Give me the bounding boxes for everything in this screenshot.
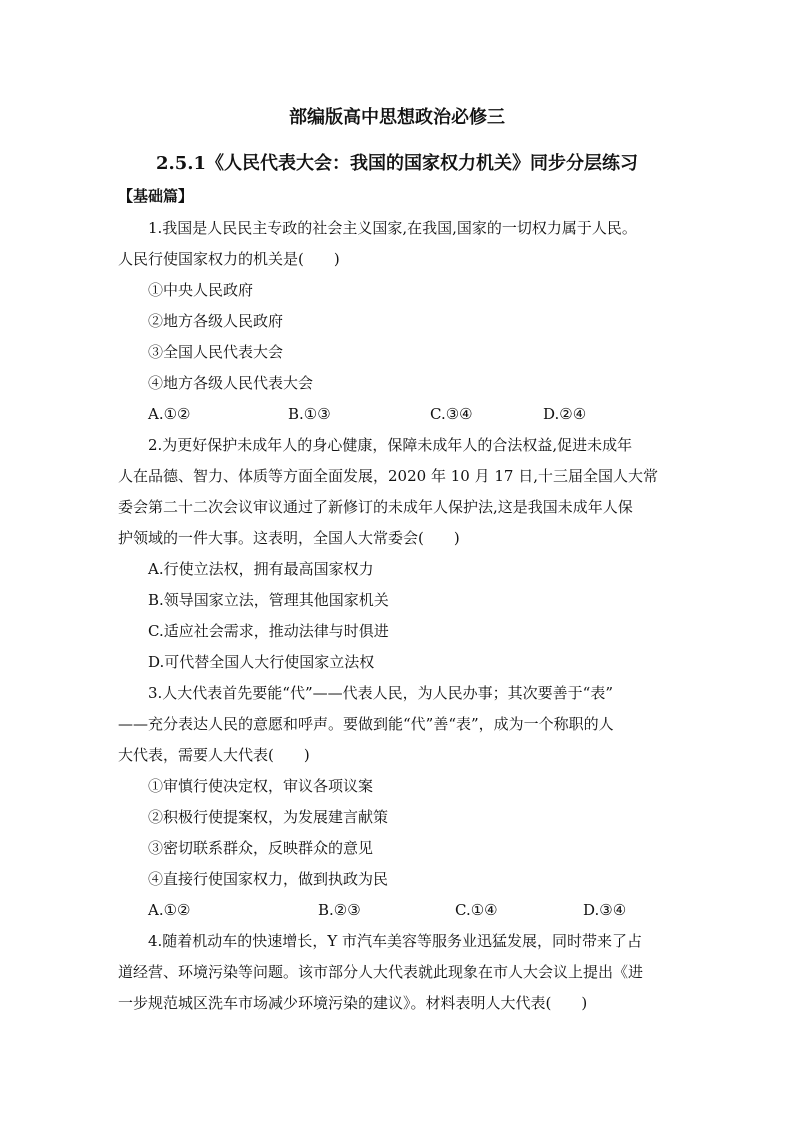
q3-choice-c: C.①④ [455, 901, 498, 919]
q3-stem-line1: 3.人大代表首先要能“代”——代表人民，为人民办事；其次要善于“表” [148, 684, 613, 702]
q2-option-d: D.可代替全国人大行使国家立法权 [148, 653, 375, 671]
q1-stem-line2: 人民行使国家权力的机关是( ) [118, 250, 340, 268]
q1-choice-d: D.②④ [543, 405, 587, 423]
q1-item-4: ④地方各级人民代表大会 [148, 374, 314, 392]
q1-item-3: ③全国人民代表大会 [148, 343, 284, 361]
q2-stem-line1: 2.为更好保护未成年人的身心健康，保障未成年人的合法权益,促进未成年 [148, 436, 633, 454]
q3-choice-b: B.②③ [318, 901, 361, 919]
q1-stem-line1: 1.我国是人民民主专政的社会主义国家,在我国,国家的一切权力属于人民。 [148, 219, 637, 237]
q2-stem-line3: 委会第二十二次会议审议通过了新修订的未成年人保护法,这是我国未成年人保 [118, 498, 633, 516]
q4-stem-line3: 一步规范城区洗车市场减少环境污染的建议》。材料表明人大代表( ) [118, 994, 588, 1012]
q2-option-b: B.领导国家立法，管理其他国家机关 [148, 591, 389, 609]
q2-option-c: C.适应社会需求，推动法律与时俱进 [148, 622, 389, 640]
document-subtitle: 2.5.1《人民代表大会：我国的国家权力机关》同步分层练习 [155, 153, 639, 174]
q4-stem-line1: 4.随着机动车的快速增长，Y 市汽车美容等服务业迅猛发展，同时带来了占 [148, 932, 642, 950]
q3-item-3: ③密切联系群众，反映群众的意见 [148, 839, 374, 857]
q3-stem-line3: 大代表，需要人大代表( ) [118, 746, 310, 764]
q1-item-1: ①中央人民政府 [148, 281, 254, 299]
q3-choice-d: D.③④ [583, 901, 627, 919]
q3-item-4: ④直接行使国家权力，做到执政为民 [148, 870, 389, 888]
q3-item-1: ①审慎行使决定权，审议各项议案 [148, 777, 374, 795]
document-title: 部编版高中思想政治必修三 [289, 107, 505, 128]
q2-option-a: A.行使立法权，拥有最高国家权力 [148, 560, 374, 578]
q1-choice-c: C.③④ [430, 405, 473, 423]
q3-stem-line2: ——充分表达人民的意愿和呼声。要做到能“代”善“表”，成为一个称职的人 [118, 715, 614, 733]
section-heading: 【基础篇】 [118, 187, 194, 205]
q2-stem-line4: 护领域的一件大事。这表明，全国人大常委会( ) [118, 529, 460, 547]
q3-item-2: ②积极行使提案权，为发展建言献策 [148, 808, 389, 826]
q1-choice-b: B.①③ [288, 405, 331, 423]
q1-item-2: ②地方各级人民政府 [148, 312, 284, 330]
q3-choice-a: A.①② [148, 901, 191, 919]
q4-stem-line2: 道经营、环境污染等问题。该市部分人大代表就此现象在市人大会议上提出《进 [118, 963, 644, 981]
q1-choice-a: A.①② [148, 405, 191, 423]
q2-stem-line2: 人在品德、智力、体质等方面全面发展，2020 年 10 月 17 日,十三届全国人大常 [118, 467, 658, 485]
